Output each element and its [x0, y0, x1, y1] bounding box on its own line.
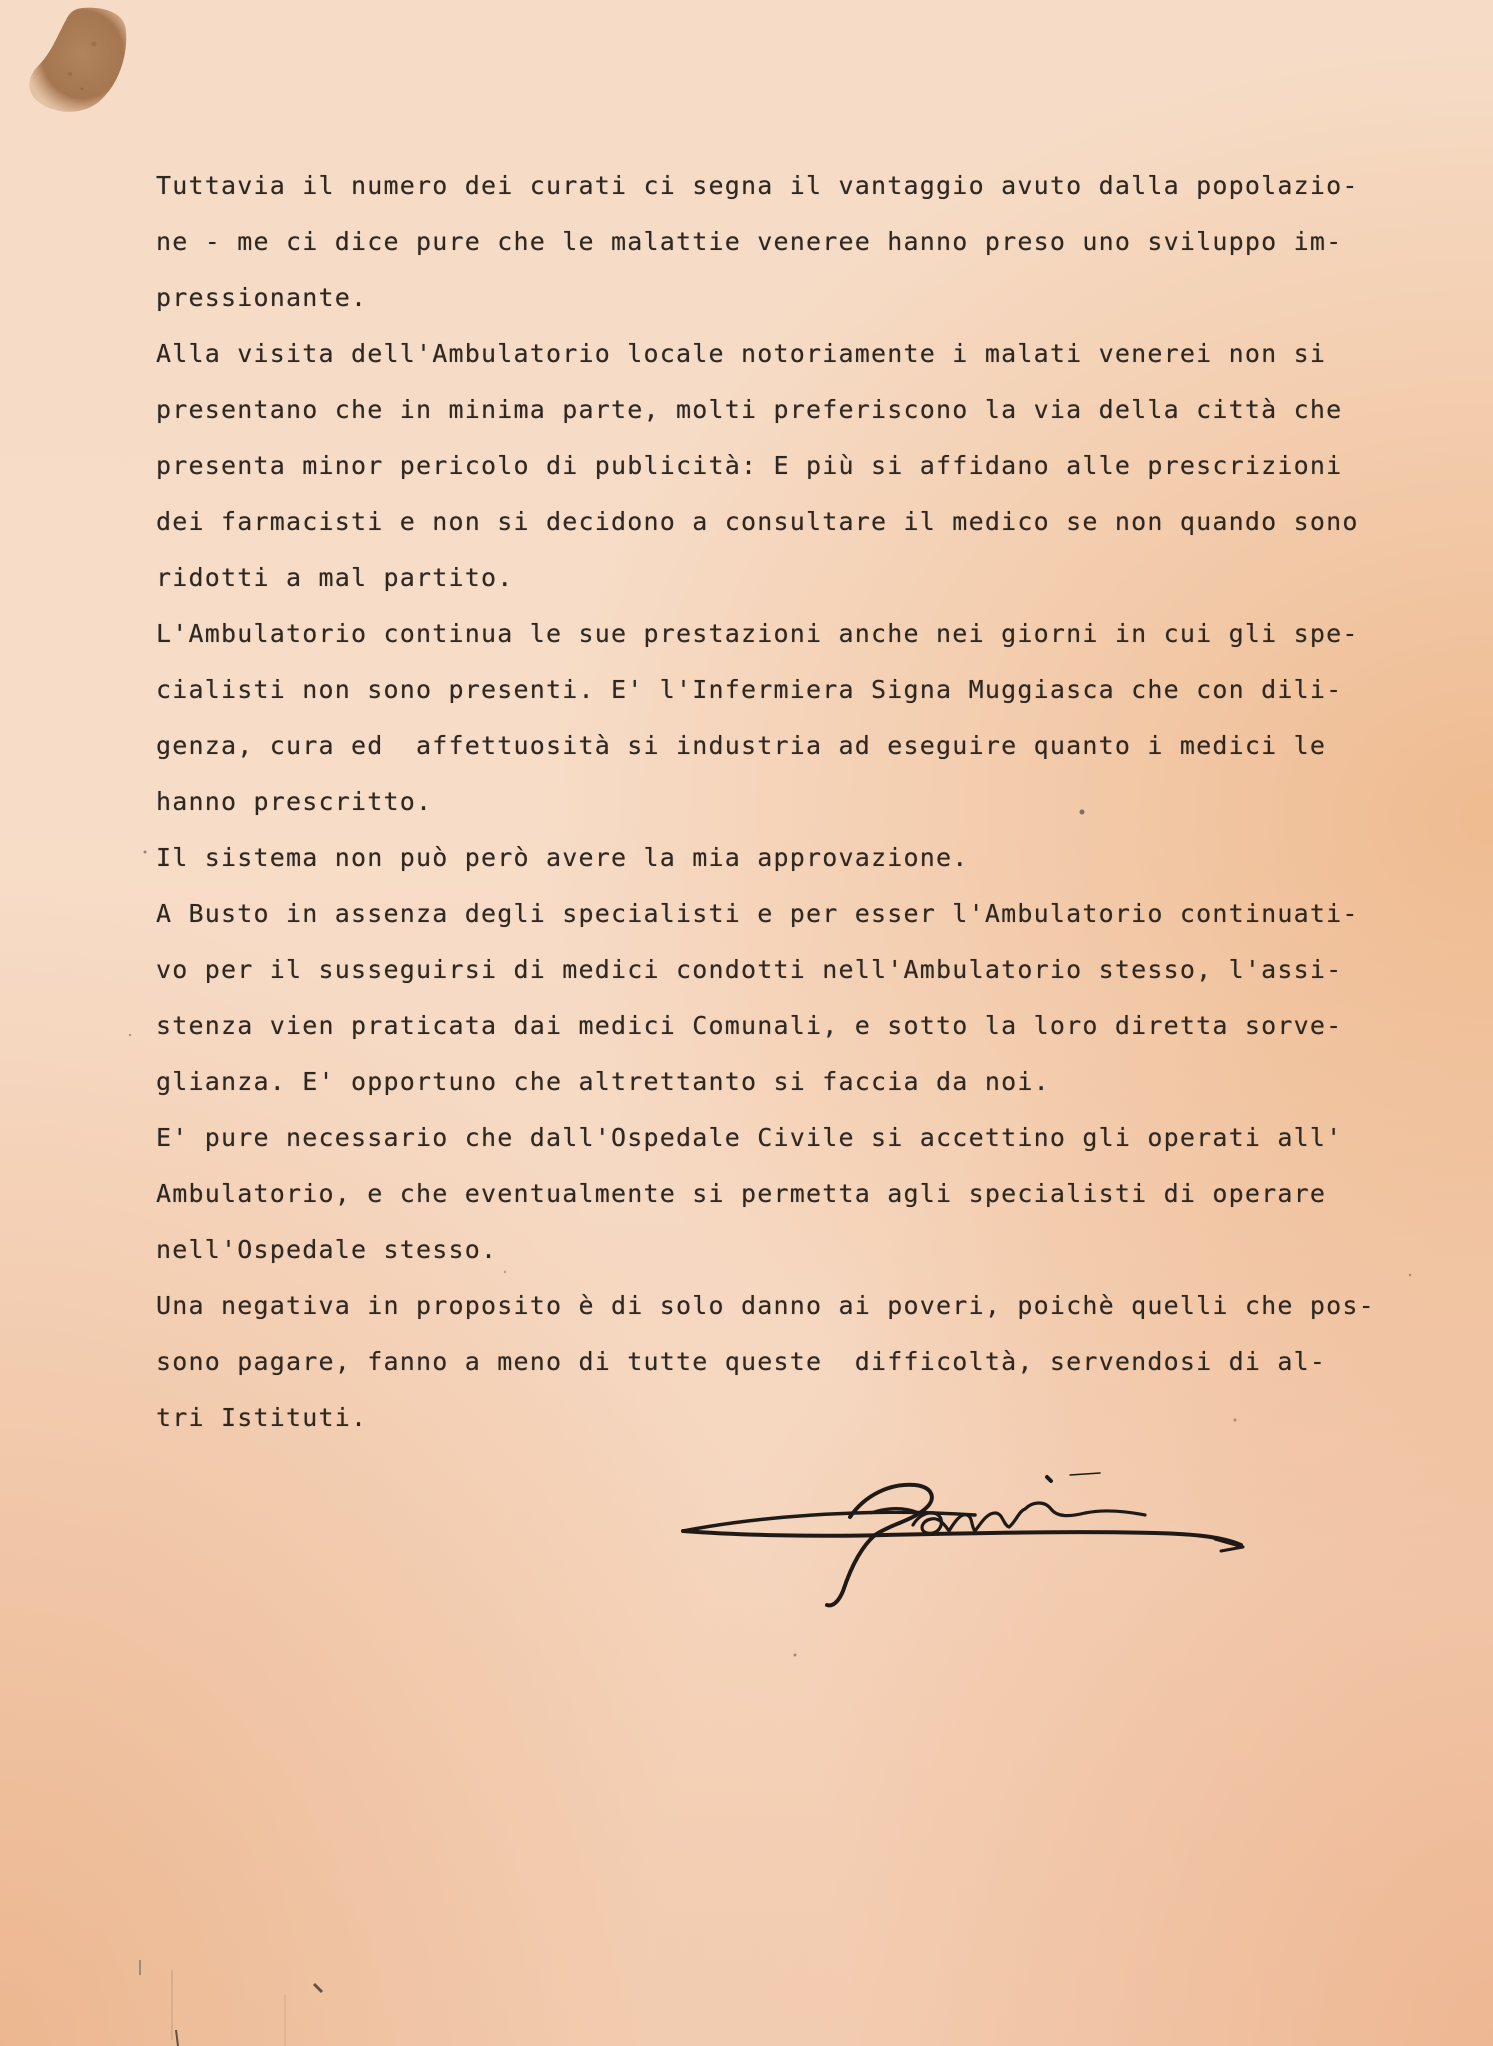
text-line: A Busto in assenza degli specialisti e per esser l'Ambulatorio continuati-: [156, 899, 1359, 928]
text-line: Alla visita dell'Ambulatorio locale notoriamente i malati venerei non si: [156, 339, 1327, 368]
text-line: Tuttavia il numero dei curati ci segna il vantaggio avuto dalla popolazio-: [156, 171, 1359, 200]
text-line: nell'Ospedale stesso.: [156, 1235, 498, 1264]
text-line: Una negativa in proposito è di solo danno ai poveri, poichè quelli che pos-: [156, 1291, 1375, 1320]
text-line: sono pagare, fanno a meno di tutte queste difficoltà, servendosi di al-: [156, 1347, 1327, 1376]
text-line: vo per il susseguirsi di medici condotti nell'Ambulatorio stesso, l'assi-: [156, 955, 1343, 984]
text-line: pressionante.: [156, 283, 368, 312]
paper-stain-icon: [22, 4, 132, 114]
typed-letter-body: [156, 158, 1446, 1446]
text-line: hanno prescritto.: [156, 787, 433, 816]
text-line: presentano che in minima parte, molti preferiscono la via della città che: [156, 395, 1343, 424]
text-line: presenta minor pericolo di publicità: E più si affidano alle prescrizioni: [156, 451, 1343, 480]
handwritten-signature-icon: [675, 1455, 1250, 1615]
text-line: cialisti non sono presenti. E' l'Infermiera Signa Muggiasca che con dili-: [156, 675, 1343, 704]
text-line: tri Istituti.: [156, 1403, 368, 1432]
text-line: ridotti a mal partito.: [156, 563, 514, 592]
text-line: L'Ambulatorio continua le sue prestazioni anche nei giorni in cui gli spe-: [156, 619, 1359, 648]
text-line: stenza vien praticata dai medici Comunali, e sotto la loro diretta sorve-: [156, 1011, 1343, 1040]
text-line: glianza. E' opportuno che altrettanto si faccia da noi.: [156, 1067, 1050, 1096]
text-line: Ambulatorio, e che eventualmente si permetta agli specialisti di operare: [156, 1179, 1327, 1208]
text-line: E' pure necessario che dall'Ospedale Civile si accettino gli operati all': [156, 1123, 1343, 1152]
text-line: genza, cura ed affettuosità si industria ad eseguire quanto i medici le: [156, 731, 1327, 760]
text-line: ne - me ci dice pure che le malattie veneree hanno preso uno sviluppo im-: [156, 227, 1343, 256]
text-line: dei farmacisti e non si decidono a consultare il medico se non quando sono: [156, 507, 1359, 536]
text-line: Il sistema non può però avere la mia approvazione.: [156, 843, 969, 872]
